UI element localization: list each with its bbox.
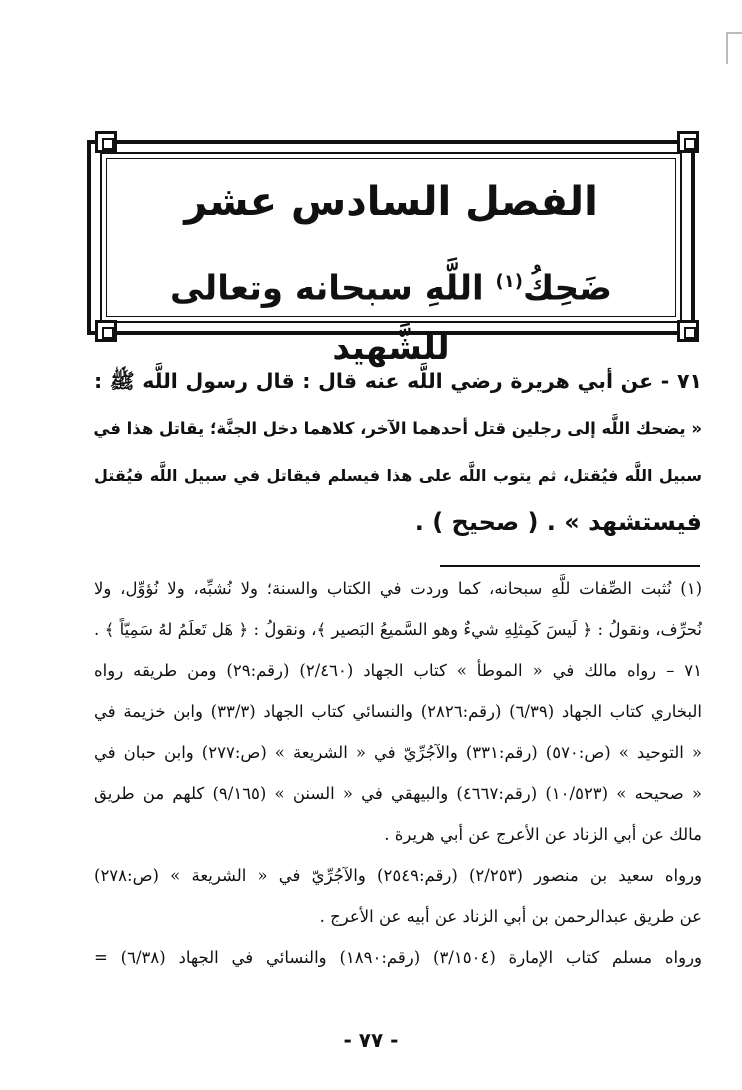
chapter-title-rest: اللَّهِ سبحانه وتعالى للشَّهيد xyxy=(170,268,484,369)
hadith-line: سبيل اللَّه فيُقتل، ثم يتوب اللَّه على هذا فيسلم فيقاتل في سبيل اللَّه فيُقتل xyxy=(94,466,702,485)
footnote-line: ٧١ – رواه مالك في « الموطأ » كتاب الجهاد (٢/٤٦٠) (رقم:٢٩) ومن طريقه رواه xyxy=(94,661,703,680)
frame-corner-ornament xyxy=(95,320,117,342)
chapter-title xyxy=(110,252,672,369)
footnote-line: ورواه سعيد بن منصور (٢/٢٥٣) (رقم:٢٥٤٩) والآجُرِّيّ في « الشريعة » (ص:٢٧٨) xyxy=(94,866,703,885)
hadith-line: فيستشهد » . ( صحيح ) . xyxy=(414,508,702,536)
scan-edge-mark xyxy=(726,32,742,64)
footnote-divider xyxy=(440,565,700,567)
footnote-line: نُحرِّف، ونقولُ : ﴿ لَيسَ كَمِثلِهِ شيءٌ وهو السَّميعُ البَصير ﴾، ونقولُ : ﴿ هَل تَعلَمُ لهُ سَمِيّاً ﴾ . xyxy=(94,620,702,639)
frame-corner-ornament xyxy=(95,131,117,153)
footnote-line: (١) نُثبت الصِّفات للَّهِ سبحانه، كما وردت في الكتاب والسنة؛ ولا نُشبِّه، ولا نُؤوِّل، ولا xyxy=(94,579,702,598)
frame-corner-ornament xyxy=(677,320,699,342)
footnotes xyxy=(94,568,702,978)
footnote-line: « صحيحه » (١٠/٥٢٣) (رقم:٤٦٦٧) والبيهقي في « السنن » (٩/١٦٥) كلهم من طريق xyxy=(94,784,703,803)
page-number: - ٧٧ - xyxy=(343,1028,399,1052)
chapter-title-word: ضَحِكُ xyxy=(522,268,612,309)
hadith-line: ٧١ - عن أبي هريرة رضي اللَّه عنه قال : قال رسول اللَّه ﷺ : xyxy=(94,369,702,393)
chapter-heading: الفصل السادس عشر xyxy=(184,179,598,225)
frame-corner-ornament xyxy=(677,131,699,153)
hadith-line: « يضحك اللَّه إلى رجلين قتل أحدهما الآخر، كلاهما دخل الجنَّة؛ يقاتل هذا في xyxy=(93,419,702,438)
hadith-text xyxy=(94,358,702,546)
footnote-line: عن طريق عبدالرحمن بن أبي الزناد عن أبيه عن الأعرج . xyxy=(319,907,702,926)
footnote-line: البخاري كتاب الجهاد (٦/٣٩) (رقم:٢٨٢٦) والنسائي كتاب الجهاد (٣٣/٣) وابن خزيمة في xyxy=(94,702,702,721)
footnote-line: مالك عن أبي الزناد عن الأعرج عن أبي هريرة . xyxy=(384,825,702,844)
footnote-line: « التوحيد » (ص:٥٧٠) (رقم:٣٣١) والآجُرِّيّ في « الشريعة » (ص:٢٧٧) وابن حبان في xyxy=(94,743,703,762)
footnote-line: ورواه مسلم كتاب الإمارة (٣/١٥٠٤) (رقم:١٨٩٠) والنسائي في الجهاد (٦/٣٨) = xyxy=(94,948,702,967)
footnote-reference: (١) xyxy=(495,271,523,292)
